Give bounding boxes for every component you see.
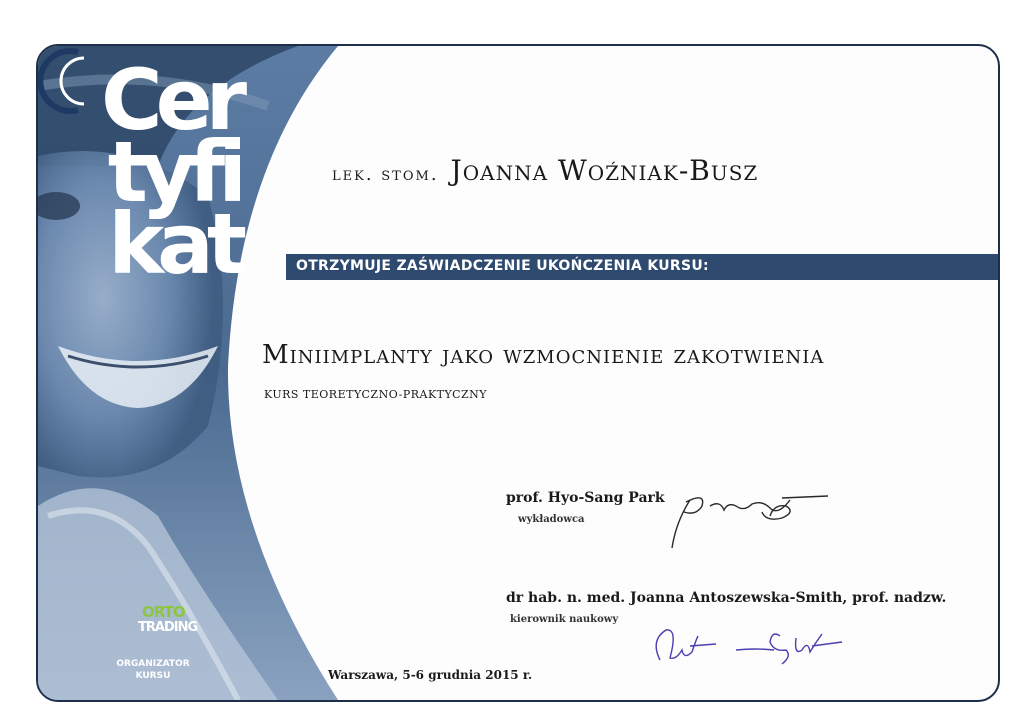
signature-lecturer [666,482,836,552]
orto-trading-logo [38,46,138,116]
organizer-label [98,658,208,682]
signatory-role: kierownik naukowy [510,614,619,625]
logo-text: ORTO [142,603,185,621]
completion-banner [286,254,998,280]
certificate-card [36,44,1000,702]
banner-text: OTRZYMUJE ZAŚWIADCZENIE UKOŃCZENIA KURSU: [296,258,709,274]
heading-line: tyfi [107,123,240,221]
signatory-name: dr hab. n. med. Joanna Antoszewska-Smith, prof. nadzw. [506,590,947,606]
photo-panel [38,46,358,700]
recipient [332,154,758,187]
organizer-label-line: KURSU [135,671,171,681]
logo-text: TRADING [138,620,198,635]
course-subtitle: KURS TEORETYCZNO-PRAKTYCZNY [264,388,488,401]
course-title: Miniimplanty jako wzmocnienie zakotwienia [262,340,825,370]
heading-line: kat [108,195,240,293]
organizer-label-line: ORGANIZATOR [116,659,190,669]
signature-scientific-director [646,620,846,676]
recipient-title: lek. stom. [332,164,439,185]
signatory-name: prof. Hyo-Sang Park [506,490,665,506]
signatory-role: wykładowca [518,514,585,525]
recipient-name: Joanna Woźniak-Busz [450,154,759,187]
heading-line: Cer [100,51,240,149]
place-date: Warszawa, 5-6 grudnia 2015 r. [328,668,533,682]
